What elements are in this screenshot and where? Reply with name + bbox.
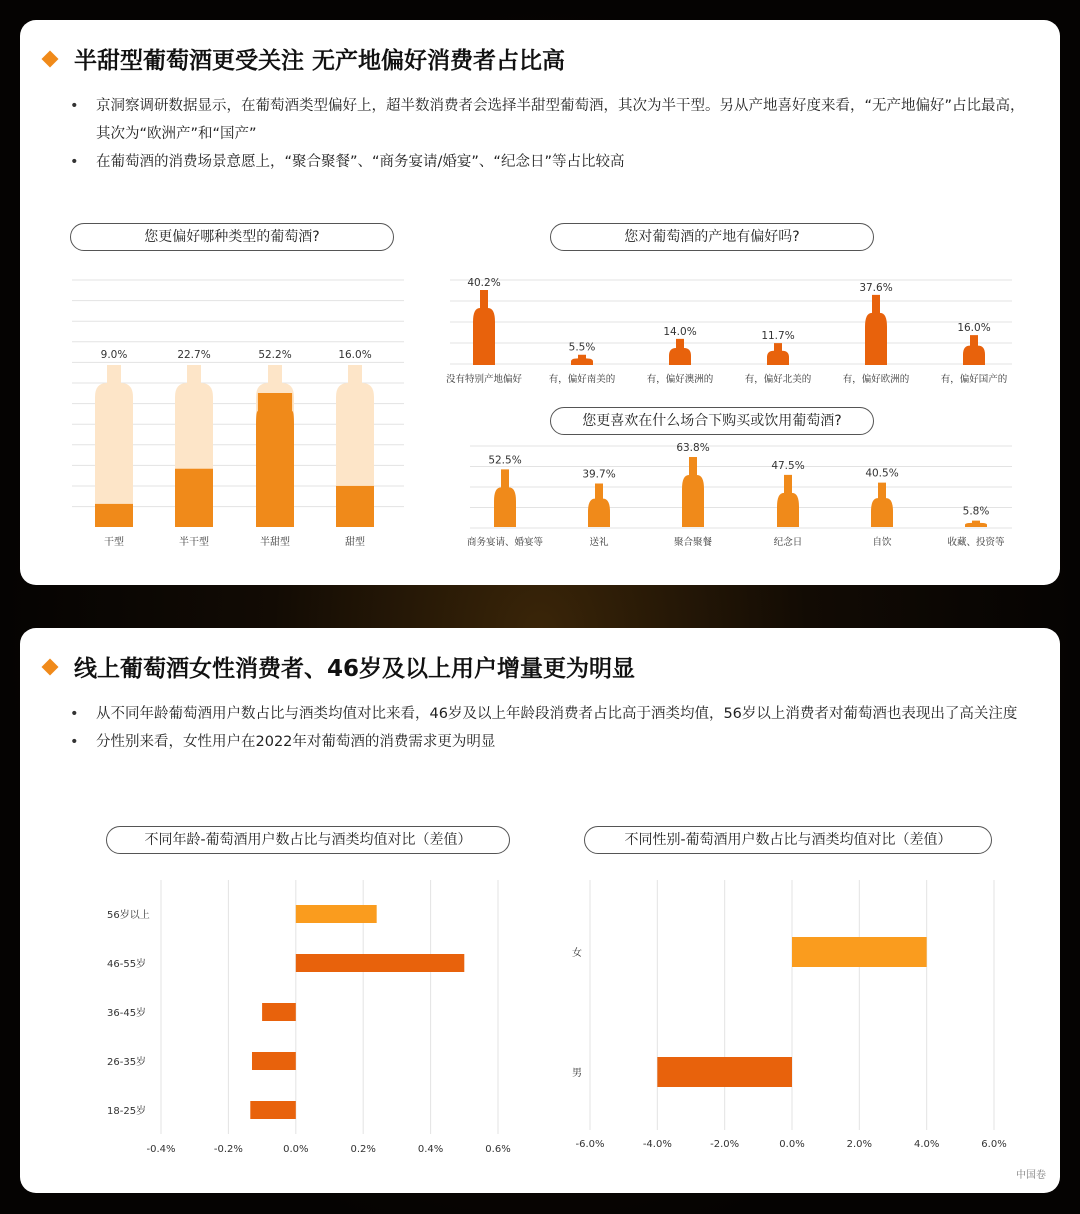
question-wine-type: 您更偏好哪种类型的葡萄酒? [70,223,394,251]
category-label: 甜型 [345,537,365,548]
bar [792,937,927,967]
tick-label: -0.2% [213,1144,243,1155]
charts-section1 [20,20,1060,585]
age-chart-title: 不同年龄-葡萄酒用户数占比与酒类均值对比（差值） [106,826,510,854]
bar [494,469,516,527]
tick-label: -4.0% [642,1139,672,1150]
category-label: 56岁以上 [107,910,150,921]
data-label: 5.5% [568,341,596,354]
category-label: 女 [572,948,582,959]
data-label: 16.0% [957,322,991,335]
category-label: 有，偏好国产的 [940,374,1008,385]
bar-fill [175,469,213,527]
category-label: 纪念日 [773,537,803,548]
bottle-outline [95,365,133,527]
data-label: 16.0% [338,349,372,361]
category-label: 18-25岁 [107,1106,147,1117]
data-label: 9.0% [100,349,128,361]
bar [965,521,987,527]
category-label: 有，偏好欧洲的 [842,374,910,385]
category-label: 男 [572,1068,582,1079]
category-label: 有，偏好澳洲的 [646,374,714,385]
bar-fill [336,486,374,527]
data-label: 63.8% [676,442,710,454]
tick-label: 0.0% [779,1139,805,1150]
data-label: 52.2% [258,349,292,361]
bar [657,1057,792,1087]
tick-label: 0.2% [350,1144,376,1155]
data-label: 22.7% [177,349,211,361]
tick-label: 0.4% [417,1144,444,1155]
data-label: 47.5% [771,459,805,472]
data-label: 40.5% [865,467,899,480]
bar [963,335,985,365]
question-occasion: 您更喜欢在什么场合下购买或饮用葡萄酒? [550,407,874,435]
data-label: 39.7% [582,468,616,481]
bar [296,954,465,972]
category-label: 26-35岁 [107,1057,147,1068]
charts-section2 [20,628,1060,1193]
data-label: 40.2% [467,277,501,289]
bullet-item: • 从不同年龄葡萄酒用户数占比与酒类均值对比来看，46岁及以上年龄段消费者占比高于酒类均值，56岁以上消费者对葡萄酒也表现出了高关注度 [70,700,1030,728]
data-label: 11.7% [761,330,795,343]
tick-label: 6.0% [981,1139,1007,1150]
bar [777,475,799,527]
bar [865,295,887,365]
tick-label: -2.0% [710,1139,740,1150]
category-label: 聚合聚餐 [673,537,713,548]
tick-label: 0.6% [485,1144,511,1155]
category-label: 有，偏好北美的 [744,374,812,385]
category-label: 46-55岁 [107,959,147,970]
data-label: 5.8% [962,505,990,518]
category-label: 没有特别产地偏好 [445,374,523,385]
category-label: 收藏、投资等 [947,537,1005,548]
bar [588,483,610,527]
category-label: 商务宴请、婚宴等 [466,537,544,548]
tick-label: 2.0% [846,1139,873,1150]
question-origin: 您对葡萄酒的产地有偏好吗? [550,223,874,251]
watermark: 中国卷 [1016,1170,1046,1181]
panel-wine-preference [20,20,1060,585]
tick-label: 0.0% [283,1144,309,1155]
tick-label: 4.0% [913,1139,940,1150]
bar [296,905,377,923]
bar [682,457,704,527]
section-title: 半甜型葡萄酒更受关注 无产地偏好消费者占比高 [74,48,566,74]
data-label: 14.0% [663,325,697,338]
bar [252,1052,296,1070]
bar [571,355,593,365]
category-label: 自饮 [872,537,892,548]
bar-fill [256,393,294,527]
data-label: 37.6% [859,281,893,294]
bar [767,343,789,365]
tick-label: -0.4% [146,1144,176,1155]
bar-fill [95,504,133,527]
bullet-item: • 京洞察调研数据显示，在葡萄酒类型偏好上，超半数消费者会选择半甜型葡萄酒，其次为半干型。另从产地喜好度来看，“无产地偏好”占比最高，其次为“欧洲产”和“国产” [70,92,1030,148]
bar [871,483,893,527]
bar [262,1003,296,1021]
bullet-item: • 分性别来看，女性用户在2022年对葡萄酒的消费需求更为明显 [70,728,1030,756]
bar [250,1101,295,1119]
category-label: 半干型 [179,537,209,548]
category-label: 有，偏好南美的 [548,374,616,385]
panel-consumer-growth [20,628,1060,1193]
gender-chart-title: 不同性别-葡萄酒用户数占比与酒类均值对比（差值） [584,826,992,854]
category-label: 半甜型 [260,537,290,548]
category-label: 36-45岁 [107,1008,147,1019]
tick-label: -6.0% [575,1139,605,1150]
category-label: 送礼 [589,537,609,548]
data-label: 52.5% [488,454,522,467]
section-title: 线上葡萄酒女性消费者、46岁及以上用户增量更为明显 [74,656,636,682]
bullet-item: • 在葡萄酒的消费场景意愿上，“聚合聚餐”、“商务宴请/婚宴”、“纪念日”等占比较高 [70,148,1030,176]
category-label: 干型 [104,537,124,548]
